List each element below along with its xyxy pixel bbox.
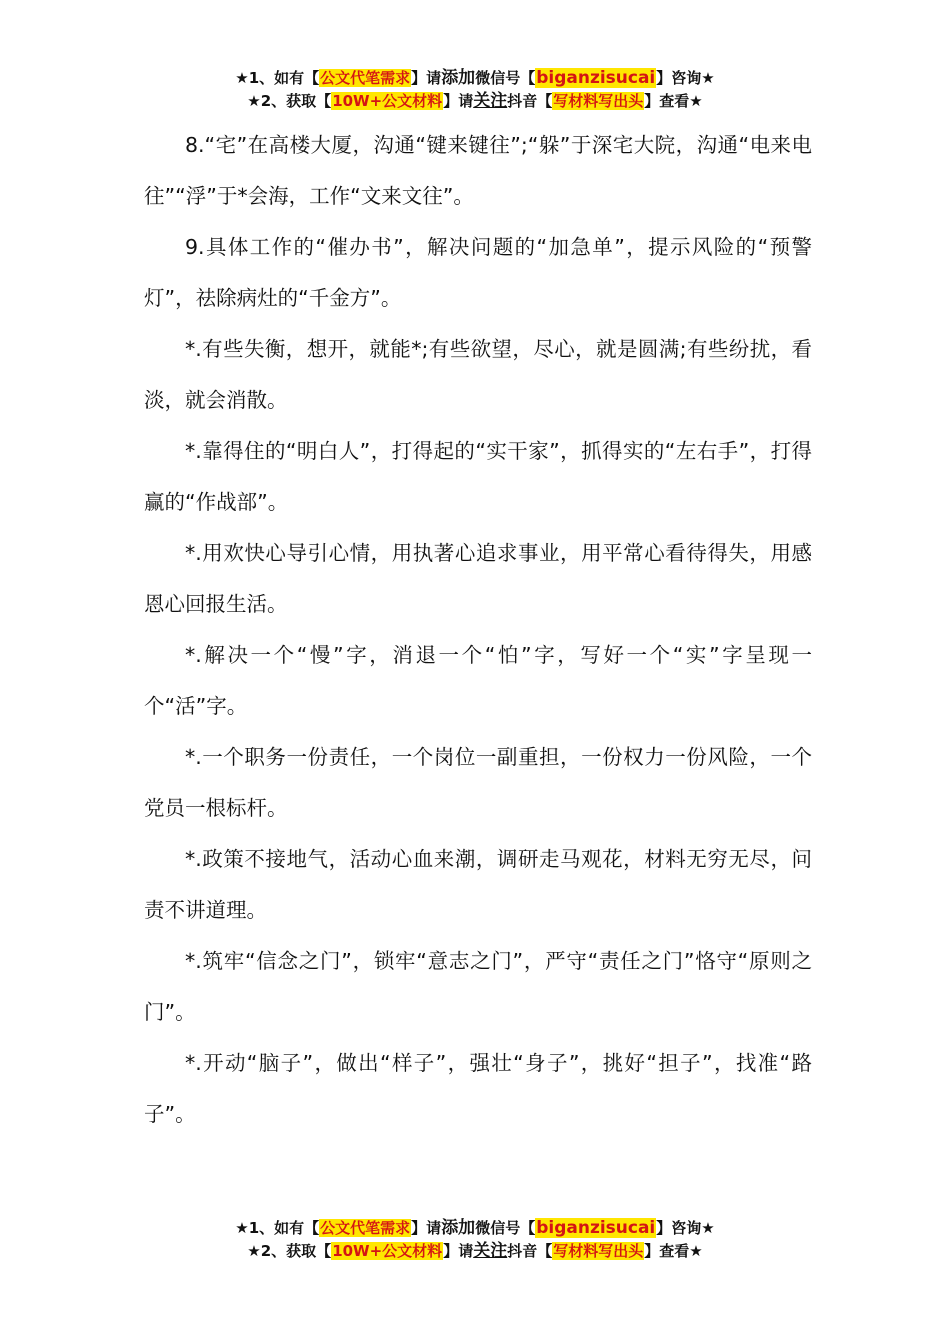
banner-text: 1、如有【 [248,69,320,87]
star-icon: ★ [235,1219,249,1237]
wechat-id: biganzisucai [536,68,656,88]
paragraph: *.有些失衡，想开，就能*;有些欲望，尽心，就是圆满;有些纷扰，看淡，就会消散。 [144,337,812,412]
star-icon: ★ [235,69,249,87]
banner-emphasis: 关注 [473,91,508,111]
banner-text: 】查看★ [644,92,703,110]
paragraph: *.开动“脑子”，做出“样子”，强壮“身子”，挑好“担子”，找准“路子”。 [144,1051,812,1126]
highlight-service: 公文代笔需求 [320,1219,411,1237]
star-icon: ★ [247,1242,261,1260]
highlight-materials: 10W+公文材料 [332,1242,443,1260]
paragraph: *.筑牢“信念之门”，锁牢“意志之门”，严守“责任之门”恪守“原则之门”。 [144,949,812,1024]
banner-text: 】请 [443,92,474,110]
wechat-id: biganzisucai [536,1218,656,1238]
paragraph: *.靠得住的“明白人”，打得起的“实干家”，抓得实的“左右手”，打得赢的“作战部”。 [144,439,812,514]
banner-text: 】查看★ [644,1242,703,1260]
paragraph: 9.具体工作的“催办书”，解决问题的“加急单”，提示风险的“预警灯”，祛除病灶的“千金方”。 [144,235,812,310]
highlight-materials: 10W+公文材料 [332,92,443,110]
banner-emphasis: 添加 [441,1218,476,1238]
banner-text: 2、获取【 [260,92,332,110]
banner-text: 抖音【 [507,92,553,110]
banner-text: 】请 [411,1219,442,1237]
footer-banner [0,1217,950,1263]
banner-text: 抖音【 [507,1242,553,1260]
banner-text: 2、获取【 [260,1242,332,1260]
banner-emphasis: 添加 [441,68,476,88]
paragraph: *.用欢快心导引心情，用执著心追求事业，用平常心看待得失，用感恩心回报生活。 [144,541,812,616]
banner-emphasis: 关注 [473,1241,508,1261]
banner-text: 】咨询★ [656,69,715,87]
star-icon: ★ [247,92,261,110]
paragraph: 8.“宅”在高楼大厦，沟通“键来键往”;“躲”于深宅大院，沟通“电来电往”“浮”于*会海，工作“文来文往”。 [144,133,812,208]
paragraph: *.政策不接地气，活动心血来潮，调研走马观花，材料无穷无尽，问责不讲道理。 [144,847,812,922]
paragraph: *.解决一个“慢”字，消退一个“怕”字，写好一个“实”字呈现一个“活”字。 [144,643,812,718]
banner-text: 】咨询★ [656,1219,715,1237]
banner-text: 微信号【 [475,1219,536,1237]
banner-text: 】请 [411,69,442,87]
banner-line-2 [0,1240,950,1263]
banner-line-1 [0,1217,950,1240]
douyin-account: 写材料写出头 [553,92,644,110]
header-banner [0,67,950,113]
banner-line-1 [0,67,950,90]
banner-text: 1、如有【 [248,1219,320,1237]
banner-text: 微信号【 [475,69,536,87]
paragraph: *.一个职务一份责任，一个岗位一副重担，一份权力一份风险，一个党员一根标杆。 [144,745,812,820]
document-body [144,120,812,1140]
banner-line-2 [0,90,950,113]
banner-text: 】请 [443,1242,474,1260]
highlight-service: 公文代笔需求 [320,69,411,87]
douyin-account: 写材料写出头 [553,1242,644,1260]
